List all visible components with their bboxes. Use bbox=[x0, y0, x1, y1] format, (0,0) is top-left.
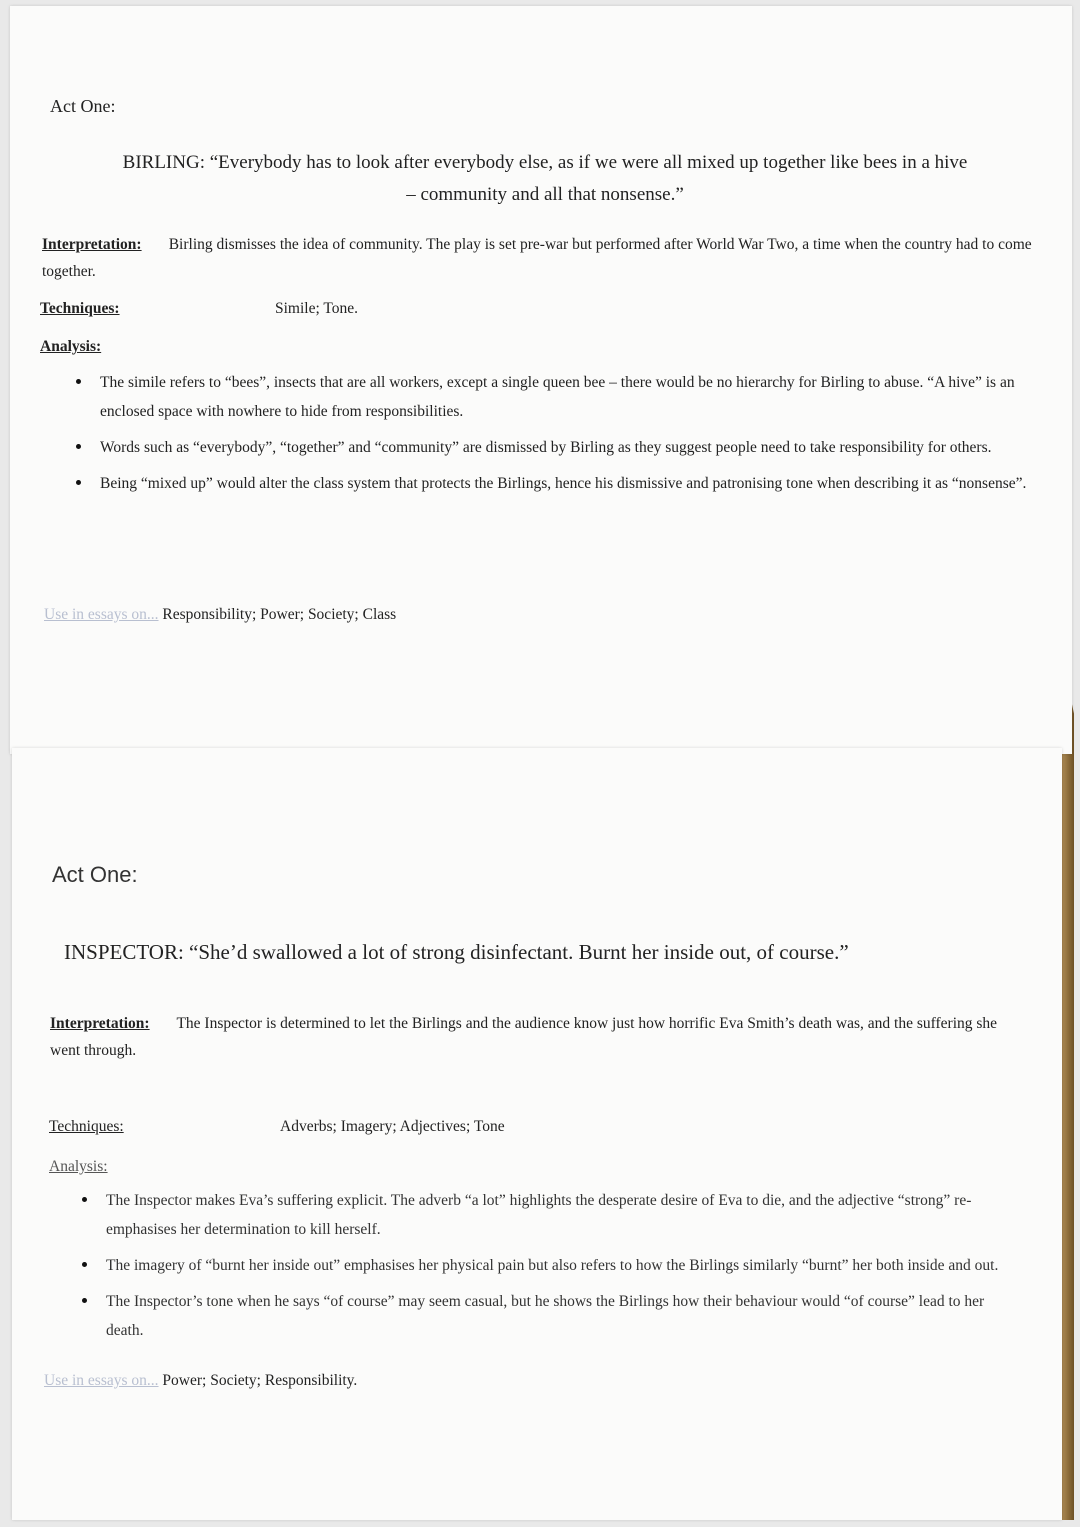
essays-row bbox=[44, 1372, 357, 1390]
analysis-label: Analysis: bbox=[49, 1158, 108, 1175]
analysis-bullet: Words such as “everybody”, “together” and “community” are dismissed by Birling as they suggest people need to take responsibility for others. bbox=[72, 433, 1047, 462]
techniques-label: Techniques: bbox=[40, 300, 120, 317]
analysis-list bbox=[78, 1186, 1018, 1352]
essays-row bbox=[44, 606, 396, 624]
techniques-text: Adverbs; Imagery; Adjectives; Tone bbox=[280, 1118, 505, 1135]
essays-text: Responsibility; Power; Society; Class bbox=[162, 606, 397, 623]
interpretation-text: Birling dismisses the idea of community. The play is set pre-war but performed after World War Two, a time when the country had to come together. bbox=[42, 236, 1032, 280]
quote-line-2: – community and all that nonsense.” bbox=[406, 184, 684, 205]
act-heading: Act One: bbox=[52, 862, 138, 887]
interpretation bbox=[50, 1010, 1010, 1064]
analysis-label: Analysis: bbox=[40, 338, 102, 355]
quote-line-1: BIRLING: “Everybody has to look after everybody else, as if we were all mixed up together like bees in a hive bbox=[122, 152, 968, 173]
revision-card-birling bbox=[10, 6, 1072, 754]
analysis-bullet: Being “mixed up” would alter the class system that protects the Birlings, hence his dismissive and patronising tone when describing it as “nonsense”. bbox=[72, 469, 1047, 498]
analysis-bullet: The Inspector makes Eva’s suffering explicit. The adverb “a lot” highlights the desperate desire of Eva to die, and the adjective “strong” re-emphasises her determination to kill herself. bbox=[78, 1186, 1018, 1244]
techniques-row bbox=[40, 300, 359, 318]
act-heading: Act One: bbox=[50, 96, 116, 116]
analysis-bullet: The imagery of “burnt her inside out” emphasises her physical pain but also refers to how the Birlings similarly “burnt” her both inside and out. bbox=[78, 1251, 1018, 1280]
essays-label: Use in essays on... bbox=[44, 606, 159, 623]
interpretation-text: The Inspector is determined to let the Birlings and the audience know just how horrific Eva Smith’s death was, and the suffering she went through. bbox=[50, 1015, 998, 1059]
essays-label: Use in essays on... bbox=[44, 1372, 159, 1389]
interpretation-label: Interpretation: bbox=[50, 1015, 150, 1032]
revision-card-inspector bbox=[12, 748, 1062, 1520]
interpretation-label: Interpretation: bbox=[42, 236, 142, 253]
techniques-row bbox=[49, 1118, 505, 1136]
analysis-bullet: The simile refers to “bees”, insects that are all workers, except a single queen bee – there would be no hierarchy for Birling to abuse. “A hive” is an enclosed space with nowhere to hide from responsibilities. bbox=[72, 368, 1047, 426]
analysis-bullet: The Inspector’s tone when he says “of course” may seem casual, but he shows the Birlings how their behaviour would “of course” lead to her death. bbox=[78, 1287, 1018, 1345]
quote bbox=[40, 147, 1050, 211]
essays-text: Power; Society; Responsibility. bbox=[162, 1372, 358, 1389]
analysis-list bbox=[72, 368, 1047, 505]
techniques-label: Techniques: bbox=[49, 1118, 124, 1135]
quote: INSPECTOR: “She’d swallowed a lot of strong disinfectant. Burnt her inside out, of course.” bbox=[64, 940, 849, 964]
techniques-text: Simile; Tone. bbox=[275, 300, 359, 317]
interpretation bbox=[42, 231, 1032, 285]
